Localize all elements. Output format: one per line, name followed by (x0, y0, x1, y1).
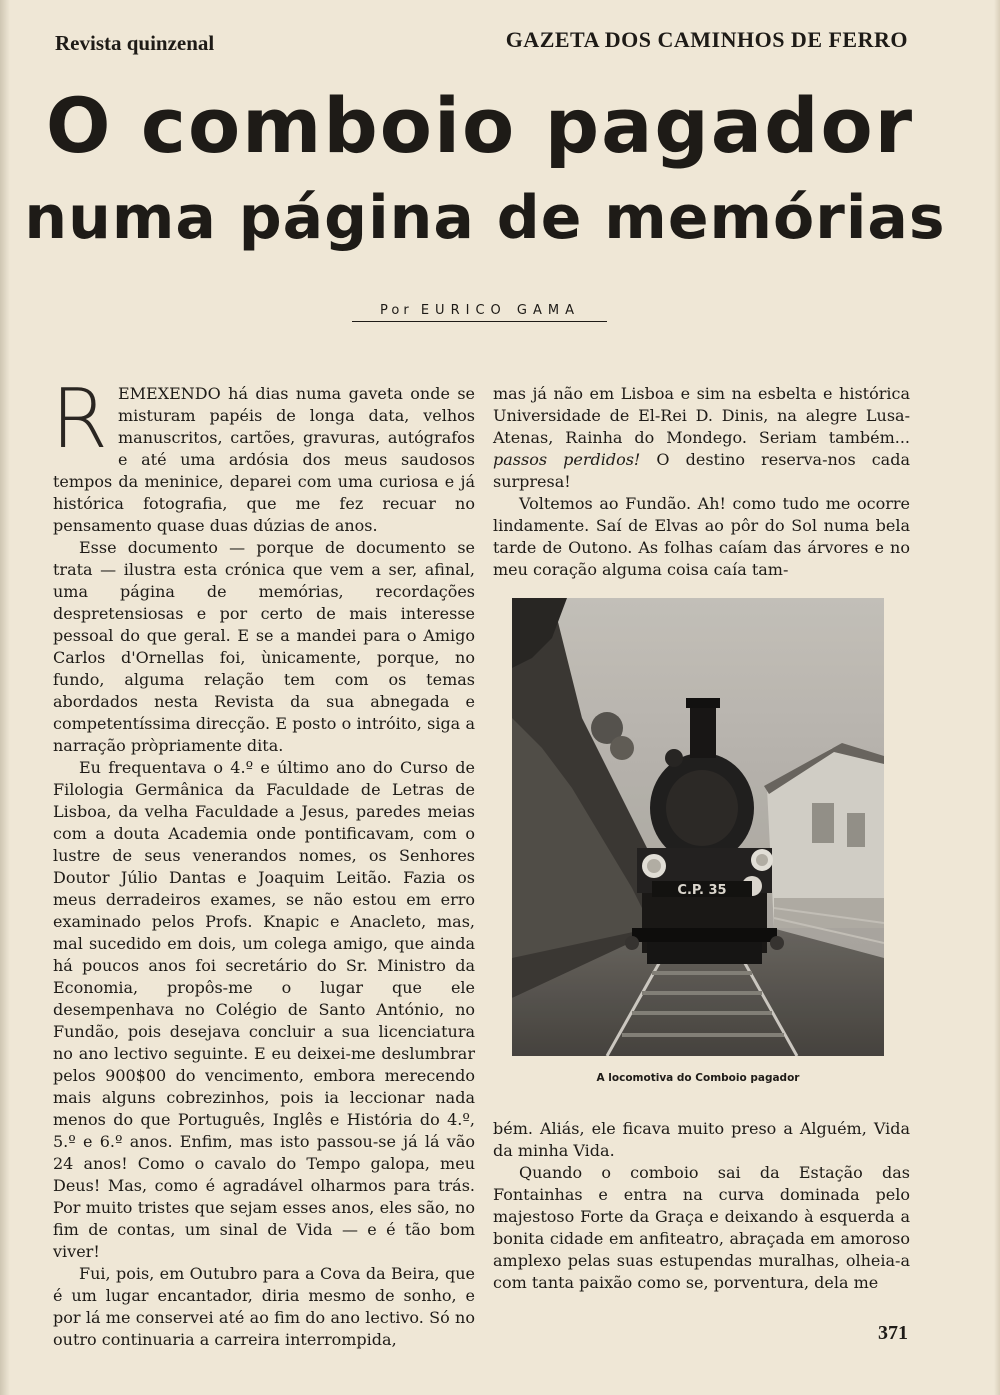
page-number: 371 (878, 1322, 908, 1344)
article-subtitle: numa página de memórias (24, 183, 946, 253)
article-column-left (51, 372, 475, 1351)
article-column-right-bottom (493, 1118, 910, 1294)
byline-rule (352, 321, 607, 322)
paragraph-text: EMEXENDO há dias numa gaveta onde se misturam papéis de longa data, velhos manuscritos, cartões, gravuras, autógrafos e até uma ardósia dos meus saudosos tempos da meninice, deparei com uma curiosa e já histórica fotografia, que me fez recuar no pensamento quase duas dúzias de anos. (53, 384, 475, 535)
photo-caption: A locomotiva do Comboio pagador (596, 1072, 800, 1084)
article-title: O comboio pagador (45, 81, 915, 170)
article-column-right-top (493, 383, 910, 581)
paragraph: Esse documento — porque de documento se trata — ilustra esta crónica que vem a ser, afinal, uma página de memórias, recordações despretensiosas e por certo de mais interesse pessoal do que geral. E se a mandei para o Amigo Carlos d'Ornellas foi, ùnicamente, porque, no fundo, alguma relação tem com os temas abordados nesta Revista da sua abnegada e competentíssima direcção. E posto o intróito, siga a narração pròpriamente dita. (53, 538, 475, 755)
byline-prefix: Por (380, 303, 413, 318)
paragraph (493, 383, 910, 493)
paragraph: Quando o comboio sai da Estação das Fontainhas e entra na curva dominada pelo majestoso Forte da Graça e deixando à esquerda a bonita cidade em anfiteatro, abraçada em amoroso amplexo pelas suas estupendas muralhas, olheia-a com tanta paixão como se, porventura, dela me (493, 1163, 910, 1292)
paragraph: Fui, pois, em Outubro para a Cova da Beira, que é um lugar encantador, diria mesmo de sonho, e por lá me conservei até ao fim do ano lectivo. Só no outro continuaria a carreira interrompida, (53, 1264, 475, 1349)
running-header-right: GAZETA DOS CAMINHOS DE FERRO (505, 27, 908, 52)
byline (350, 303, 610, 318)
paragraph-text: O destino reserva-nos cada surpresa! (493, 450, 910, 491)
running-header-left: Revista quinzenal (55, 31, 215, 55)
byline-author: EURICO GAMA (420, 303, 580, 318)
paragraph-text: mas já não em Lisboa e sim na esbelta e histórica Universidade de El-Rei D. Dinis, na alegre Lusa-Atenas, Rainha do Mondego. Seriam também... (493, 384, 910, 447)
paragraph: Voltemos ao Fundão. Ah! como tudo me ocorre lindamente. Saí de Elvas ao pôr do Sol numa bela tarde de Outono. As folhas caíam das árvores e no meu coração alguma coisa caía tam- (493, 494, 910, 579)
paragraph: bém. Aliás, ele ficava muito preso a Alguém, Vida da minha Vida. (493, 1119, 910, 1160)
locomotive-photo (512, 598, 884, 1056)
page-edge (994, 0, 1000, 1395)
locomotive-plate: C.P. 35 (677, 883, 727, 898)
paragraph: Eu frequentava o 4.º e último ano do Curso de Filologia Germânica da Faculdade de Letras de Lisboa, da velha Faculdade a Jesus, paredes meias com a douta Academia onde pontificavam, com o lustre de seus venerandos nomes, os Senhores Doutor Júlio Dantas e Joaquim Leitão. Fazia os meus derradeiros exames, se não estou em erro examinado pelos Profs. Knapic e Anacleto, mas, mal sucedido em dois, um colega amigo, que ainda há poucos anos foi secretário do Sr. Ministro da Economia, propôs-me o lugar que ele desempenhava no Colégio de Santo António, no Fundão, pois desejava concluir a sua licenciatura no ano lectivo seguinte. E eu deixei-me deslumbrar pelos 900$00 do vencimento, embora merecendo mais alguns cobrezinhos, pois ia leccionar nada menos do que Português, Inglês e História do 4.º, 5.º e 6.º anos. Enfim, mas isto passou-se já lá vão 24 anos! Como o cavalo do Tempo galopa, meu Deus! Mas, como é agradável olharmos para trás. Por muito tristes que sejam esses anos, eles são, no fim de contas, um sinal de Vida — e é tão bom viver! (53, 758, 475, 1261)
drop-cap: R (51, 372, 108, 467)
italic-phrase: passos perdidos! (493, 450, 641, 469)
paragraph (51, 372, 475, 537)
